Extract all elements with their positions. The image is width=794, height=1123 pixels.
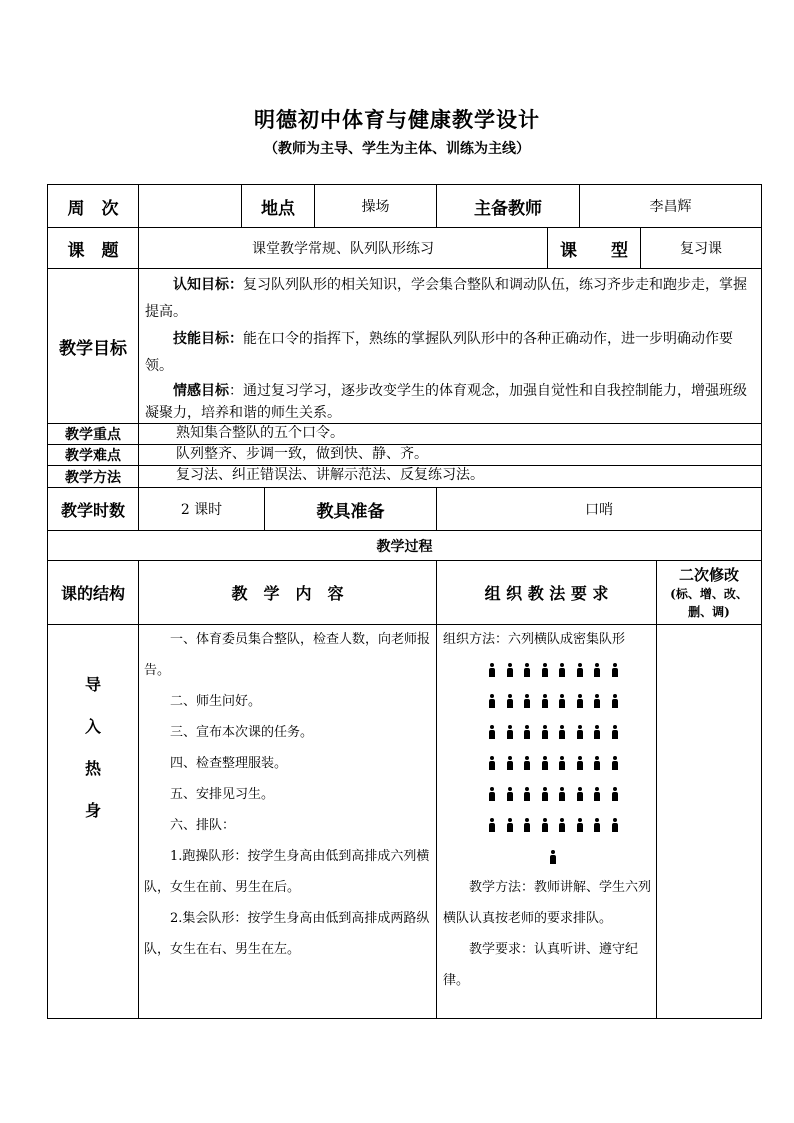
content-item: 2.集会队形：按学生身高由低到高排成两路纵队，女生在右、男生在左。 — [144, 911, 430, 957]
student-icon — [557, 663, 567, 677]
student-icon — [540, 694, 550, 708]
student-icon — [592, 787, 602, 801]
formation-row — [487, 756, 627, 787]
formation-row — [487, 663, 627, 694]
cognitive-goal-text: 复习队列队形的相关知识，学会集合整队和调动队伍，练习齐步走和跑步走，掌握提高。 — [145, 277, 747, 320]
topic-value: 课堂教学常规、队列队形练习 — [252, 241, 434, 257]
section-char: 身 — [84, 801, 101, 820]
section-char: 入 — [84, 717, 101, 736]
objectives-label: 教学目标 — [59, 338, 127, 359]
content-item: 二、师生问好。 — [170, 694, 262, 709]
student-formation — [487, 663, 627, 849]
student-icon — [505, 725, 515, 739]
student-icon — [610, 663, 620, 677]
key-points-value: 熟知集合整队的五个口令。 — [176, 425, 344, 441]
teacher-label: 主备教师 — [474, 198, 542, 219]
student-icon — [557, 787, 567, 801]
key-points-label: 教学重点 — [65, 427, 121, 443]
type-value: 复习课 — [680, 241, 722, 257]
week-value — [139, 185, 241, 227]
student-icon — [575, 694, 585, 708]
hours-value: 2 课时 — [180, 502, 223, 518]
section-char: 导 — [84, 675, 101, 694]
student-icon — [575, 663, 585, 677]
student-icon — [540, 756, 550, 770]
student-icon — [505, 787, 515, 801]
student-icon — [522, 756, 532, 770]
emotion-goal-label: 情感目标 — [173, 383, 229, 399]
student-icon — [487, 663, 497, 677]
student-icon — [487, 818, 497, 832]
formation-row — [487, 725, 627, 756]
student-icon — [575, 756, 585, 770]
student-icon — [610, 756, 620, 770]
teaching-notes — [443, 872, 651, 996]
formation-row — [487, 818, 627, 849]
student-icon — [592, 694, 602, 708]
content-item: 三、宣布本次课的任务。 — [170, 725, 314, 740]
student-icon — [557, 818, 567, 832]
teaching-method: 教学方法：教师讲解、学生六列横队认真按老师的要求排队。 — [443, 880, 652, 926]
student-icon — [540, 725, 550, 739]
place-label: 地点 — [261, 198, 295, 219]
difficulties-label: 教学难点 — [65, 448, 121, 464]
student-icon — [592, 818, 602, 832]
content-item: 1.跑操队形：按学生身高由低到高排成六列横队，女生在前、男生在后。 — [144, 849, 430, 895]
cognitive-goal-label: 认知目标： — [173, 277, 243, 293]
student-icon — [592, 663, 602, 677]
formation-row — [487, 787, 627, 818]
section-char: 热 — [84, 759, 101, 778]
student-icon — [592, 725, 602, 739]
skill-goal-text: 能在口令的指挥下，熟练的掌握队列队形中的各种正确动作，进一步明确动作要领。 — [145, 331, 733, 374]
student-icon — [557, 756, 567, 770]
student-icon — [487, 756, 497, 770]
student-icon — [610, 818, 620, 832]
student-icon — [540, 818, 550, 832]
student-icon — [522, 818, 532, 832]
methods-value: 复习法、纠正错误法、讲解示范法、反复练习法。 — [176, 467, 484, 483]
student-icon — [505, 663, 515, 677]
section-name — [48, 664, 138, 832]
student-icon — [540, 787, 550, 801]
equipment-label: 教具准备 — [316, 501, 385, 522]
content-header: 教 学 内 容 — [231, 584, 344, 603]
student-icon — [522, 663, 532, 677]
document-title: 明德初中体育与健康教学设计 — [254, 107, 540, 132]
student-icon — [557, 725, 567, 739]
process-title: 教学过程 — [376, 538, 433, 555]
teacher-icon — [548, 850, 558, 864]
content-item: 四、检查整理服装。 — [170, 756, 288, 771]
emotion-goal-text: ：通过复习学习，逐步改变学生的体育观念，加强自觉性和自我控制能力，增强班级凝聚力，培养和谐的师生关系。 — [145, 383, 747, 421]
skill-goal-label: 技能目标： — [173, 331, 243, 347]
formation-row — [487, 694, 627, 725]
place-value: 操场 — [361, 199, 390, 215]
student-icon — [487, 787, 497, 801]
content-item: 六、排队： — [170, 818, 236, 833]
student-icon — [575, 725, 585, 739]
hours-label: 教学时数 — [60, 500, 125, 520]
student-icon — [487, 694, 497, 708]
student-icon — [487, 725, 497, 739]
student-icon — [610, 694, 620, 708]
student-icon — [522, 725, 532, 739]
teaching-requirement: 教学要求：认真听讲、遵守纪律。 — [443, 942, 639, 988]
student-icon — [610, 787, 620, 801]
organization-header: 组 织 教 法 要 求 — [484, 584, 609, 603]
student-icon — [505, 694, 515, 708]
student-icon — [505, 818, 515, 832]
student-icon — [610, 725, 620, 739]
content-item: 五、安排见习生。 — [170, 787, 275, 802]
topic-label: 课 题 — [67, 240, 119, 261]
content-item: 一、体育委员集合整队，检查人数，向老师报告。 — [144, 632, 431, 678]
methods-label: 教学方法 — [65, 469, 121, 486]
document-subtitle: （教师为主导、学生为主体、训练为主线） — [264, 141, 530, 157]
student-icon — [522, 694, 532, 708]
teacher-value: 李昌辉 — [649, 199, 692, 215]
student-icon — [557, 694, 567, 708]
student-icon — [592, 756, 602, 770]
type-label: 课 型 — [560, 240, 628, 261]
org-method-text: 组织方法：六列横队成密集队形 — [443, 632, 626, 647]
org-method — [443, 624, 651, 655]
student-icon — [575, 818, 585, 832]
revise-note: (标、增、改、删、调) — [670, 587, 748, 619]
difficulties-value: 队列整齐、步调一致，做到快、静、齐。 — [176, 446, 428, 462]
student-icon — [540, 663, 550, 677]
objectives-text — [145, 272, 757, 424]
revise-header: 二次修改 — [678, 566, 739, 584]
student-icon — [575, 787, 585, 801]
week-label: 周 次 — [67, 198, 119, 219]
equipment-value: 口哨 — [585, 502, 613, 518]
lesson-content — [144, 624, 432, 965]
structure-header: 课的结构 — [60, 584, 125, 603]
student-icon — [522, 787, 532, 801]
student-icon — [505, 756, 515, 770]
